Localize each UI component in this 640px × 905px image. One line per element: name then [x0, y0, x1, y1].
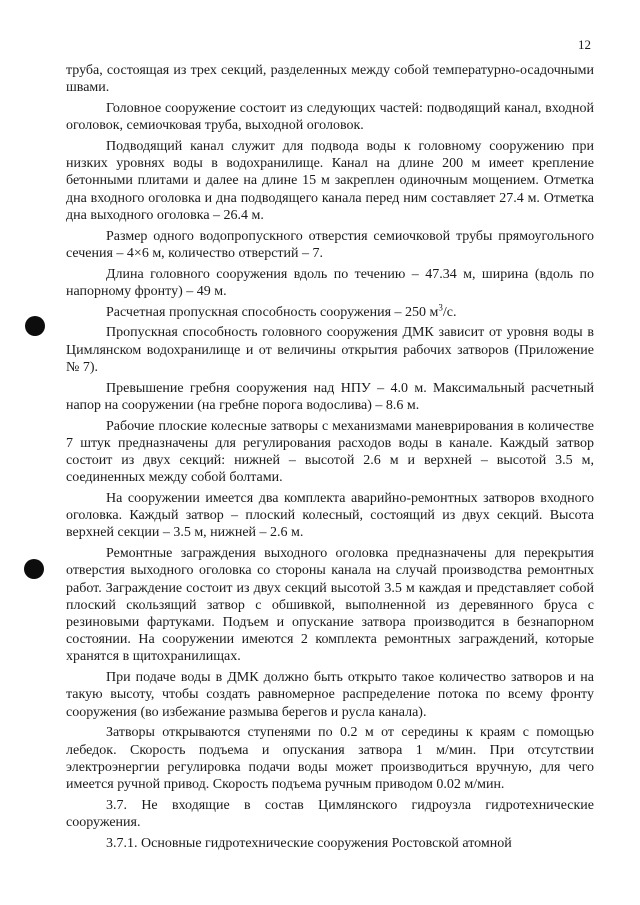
- paragraph: труба, состоящая из трех секций, разделенных между собой температурно-осадочными швами.: [66, 63, 594, 96]
- unit-superscript: 3: [438, 301, 443, 312]
- section-heading: 3.7. Не входящие в состав Цимлянского гидроузла гидротехнические сооружения.: [66, 797, 594, 831]
- page-number: 12: [578, 37, 591, 52]
- paragraph: Размер одного водопропускного отверстия семиочковой трубы прямоугольного сечения – 4×6 м, количество отверстий – 7.: [66, 228, 594, 261]
- paragraph: Длина головного сооружения вдоль по течению – 47.34 м, ширина (вдоль по напорному фронту) – 49 м.: [66, 266, 594, 299]
- paragraph: Рабочие плоские колесные затворы с механизмами маневрирования в количестве 7 штук предназначены для регулирования расходов воды в канале. Каждый затвор состоит из двух секций: нижней – высотой 2.6 м и верхней – высотой 3.5 м, соединенных между собой болтами.: [66, 418, 594, 486]
- unit-suffix: /с.: [442, 304, 457, 320]
- document-body: [66, 62, 594, 856]
- punch-hole-mark: [24, 559, 44, 579]
- paragraph: Пропускная способность головного сооружения ДМК зависит от уровня воды в Цимлянском водохранилище и от величины открытия рабочих затворов (Приложение № 7).: [66, 325, 594, 375]
- paragraph: При подаче воды в ДМК должно быть открыто такое количество затворов и на такую высоту, чтобы создать равномерное распределение потока по всему фронту сооружения (во избежание размыва берегов и русла канала).: [66, 670, 594, 720]
- paragraph: Превышение гребня сооружения над НПУ – 4.0 м. Максимальный расчетный напор на сооружении (на гребне порога водослива) – 8.6 м.: [66, 380, 594, 413]
- punch-hole-mark: [25, 316, 45, 336]
- paragraph: На сооружении имеется два комплекта аварийно-ремонтных затворов входного оголовка. Каждый затвор – плоский колесный, состоящий из двух секций. Высота верхней секции – 3.5 м, нижней – 2.6 м.: [66, 491, 594, 541]
- paragraph: Подводящий канал служит для подвода воды к головному сооружению при низких уровнях воды в водохранилище. Канал на длине 200 м имеет крепление бетонными плитами и далее на длине 15 м закреплен одиночным мощением. Отметка дна входного оголовка и дна подводящего канала перед ним составляет 27.4 м. Отметка дна выходного оголовка – 26.4 м.: [66, 139, 594, 223]
- paragraph: Ремонтные заграждения выходного оголовка предназначены для перекрытия отверстия выходного оголовка со стороны канала на случай производства ремонтных работ. Заграждение состоит из двух секций высотой 3.5 м каждая и представляет собой плоский скользящий затвор с обшивкой, выполненной из деревянного бруса с резиновыми фартуками. Подъем и опускание затвора производится в безнапорном состоянии. На сооружении имеются 2 комплекта ремонтных заграждений, которые хранятся в щитохранилищах.: [66, 546, 594, 665]
- paragraph-capacity: [66, 301, 594, 321]
- capacity-text: Расчетная пропускная способность сооружения – 250 м: [106, 304, 439, 320]
- subsection-heading: 3.7.1. Основные гидротехнические сооружения Ростовской атомной: [106, 835, 512, 851]
- paragraph: Затворы открываются ступенями по 0.2 м от середины к краям с помощью лебедок. Скорость подъема и опускания затвора 1 м/мин. При отсутствии электроэнергии регулировка подачи воды может производиться вручную, для чего имеется ручной привод. Скорость подъема ручным приводом 0.02 м/мин.: [66, 725, 594, 793]
- paragraph: Головное сооружение состоит из следующих частей: подводящий канал, входной оголовок, семиочковая труба, выходной оголовок.: [66, 101, 594, 134]
